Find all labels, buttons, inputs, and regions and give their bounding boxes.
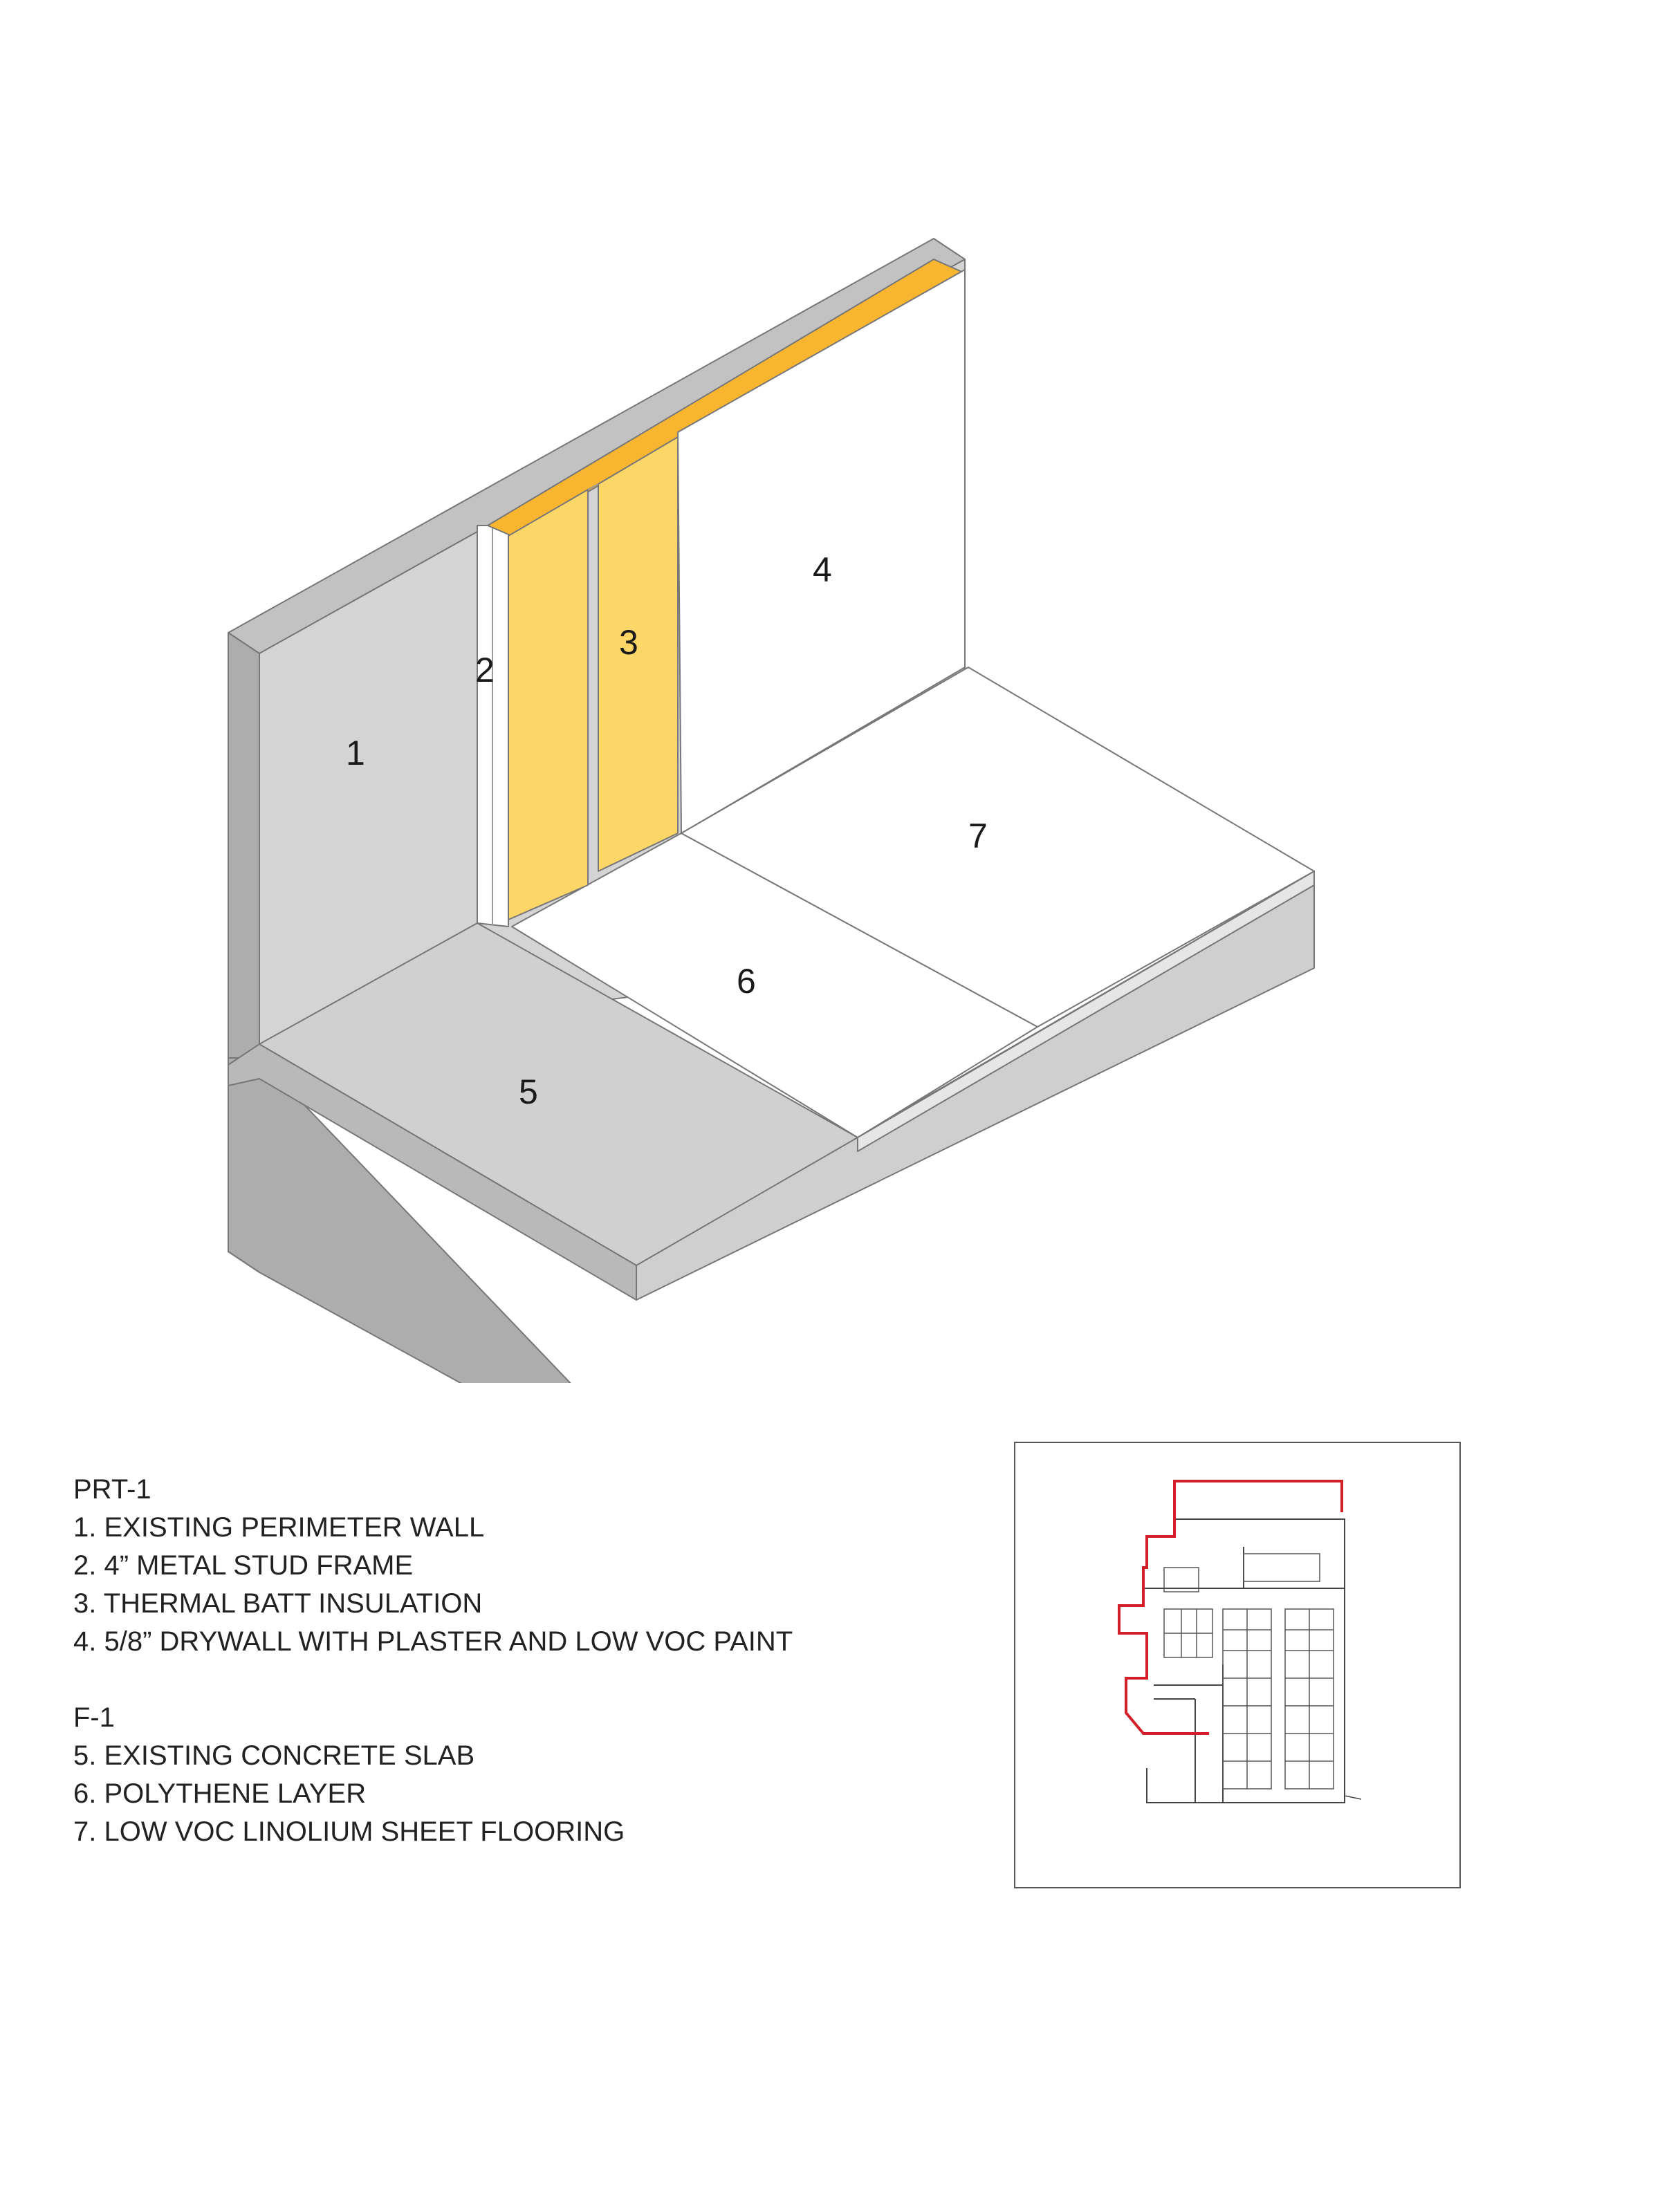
legend-floor-code: F-1 <box>73 1702 115 1733</box>
callout-6: 6 <box>737 962 756 1001</box>
legend-item-7: 7. LOW VOC LINOLIUM SHEET FLOORING <box>73 1816 625 1847</box>
legend-item-5: 5. EXISTING CONCRETE SLAB <box>73 1740 475 1771</box>
legend-item-2: 2. 4” METAL STUD FRAME <box>73 1550 414 1581</box>
legend-item-4: 4. 5/8” DRYWALL WITH PLASTER AND LOW VOC PAINT <box>73 1626 793 1657</box>
legend-item-3: 3. THERMAL BATT INSULATION <box>73 1588 483 1619</box>
legend-floor <box>73 1699 625 1851</box>
key-plan <box>1014 1442 1461 1888</box>
legend-item-1: 1. EXISTING PERIMETER WALL <box>73 1512 485 1543</box>
callout-1: 1 <box>346 734 365 772</box>
callout-5: 5 <box>519 1072 538 1111</box>
callout-2: 2 <box>475 651 495 689</box>
insulation-batt-left <box>508 490 588 920</box>
callout-3: 3 <box>619 623 638 662</box>
legend-item-6: 6. POLYTHENE LAYER <box>73 1778 367 1809</box>
legend-partition <box>73 1471 793 1661</box>
callout-4: 4 <box>813 550 832 589</box>
floor-plan-drawing <box>1015 1443 1459 1887</box>
legend-partition-code: PRT-1 <box>73 1474 151 1505</box>
callout-7: 7 <box>968 817 988 855</box>
